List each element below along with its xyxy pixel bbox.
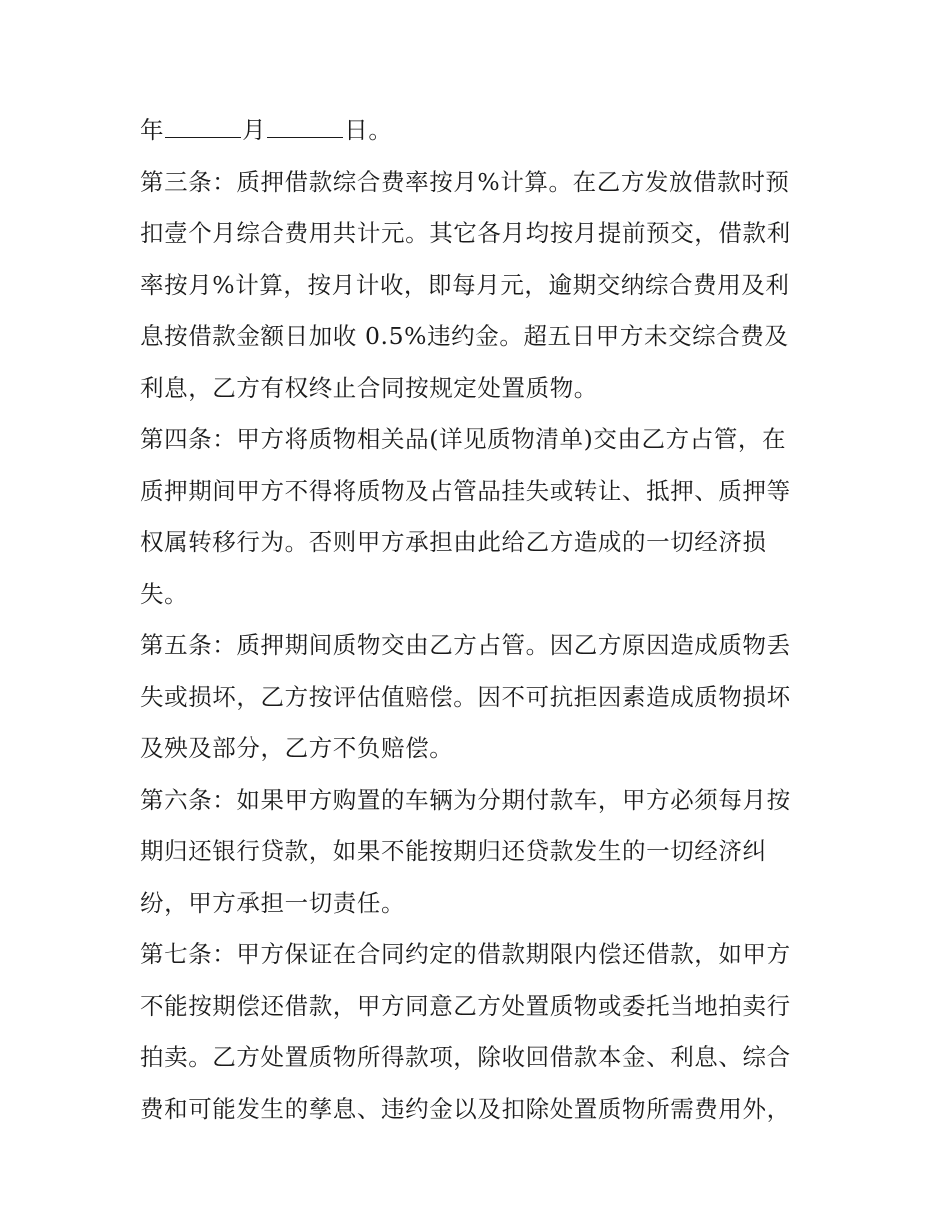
year-char: 年 (140, 116, 165, 144)
date-line-text (140, 105, 820, 157)
clause-3 (140, 157, 820, 415)
day-char: 日。 (344, 116, 393, 144)
clause-line: 息按借款金额日加收 0.5%违约金。超五日甲方未交综合费及 (140, 322, 789, 350)
clause-line: 权属转移行为。否则甲方承担由此给乙方造成的一切经济损 (140, 528, 767, 556)
clause-line: 第七条：甲方保证在合同约定的借款期限内偿还借款，如甲方 (140, 940, 791, 968)
clause-line: 扣壹个月综合费用共计元。其它各月均按月提前预交，借款利 (140, 219, 791, 247)
document-body (140, 105, 820, 1135)
clause-line: 费和可能发生的孳息、违约金以及扣除处置质物所需费用外， (140, 1094, 791, 1123)
clause-5 (140, 620, 820, 775)
clause-line: 第五条：质押期间质物交由乙方占管。因乙方原因造成质物丢 (140, 631, 791, 659)
month-char: 月 (242, 116, 267, 144)
clause-line: 率按月%计算，按月计收，即每月元，逾期交纳综合费用及利 (140, 270, 790, 299)
clause-4 (140, 414, 820, 620)
month-blank (165, 111, 241, 138)
clause-line: 失。 (140, 579, 189, 608)
clause-line: 及殃及部分，乙方不负赔偿。 (140, 734, 454, 762)
clause-line: 纷，甲方承担一切责任。 (140, 888, 406, 917)
clause-line: 利息，乙方有权终止合同按规定处置质物。 (140, 373, 598, 402)
clause-line: 期归还银行贷款，如果不能按期归还贷款发生的一切经济纠 (140, 837, 767, 865)
clause-6 (140, 775, 820, 930)
clause-line: 第三条：质押借款综合费率按月%计算。在乙方发放借款时预 (140, 167, 790, 196)
clause-line: 拍卖。乙方处置质物所得款项，除收回借款本金、利息、综合 (140, 1043, 791, 1071)
clause-line: 第四条：甲方将质物相关品(详见质物清单)交由乙方占管，在 (140, 425, 787, 453)
day-blank (267, 111, 343, 138)
clause-line: 不能按期偿还借款，甲方同意乙方处置质物或委托当地拍卖行 (140, 991, 791, 1020)
clause-line: 质押期间甲方不得将质物及占管品挂失或转让、抵押、质押等 (140, 476, 791, 505)
clause-7 (140, 929, 820, 1135)
clause-line: 失或损坏，乙方按评估值赔偿。因不可抗拒因素造成质物损坏 (140, 682, 791, 711)
date-line (140, 105, 820, 157)
clause-line: 第六条：如果甲方购置的车辆为分期付款车，甲方必须每月按 (140, 785, 791, 814)
